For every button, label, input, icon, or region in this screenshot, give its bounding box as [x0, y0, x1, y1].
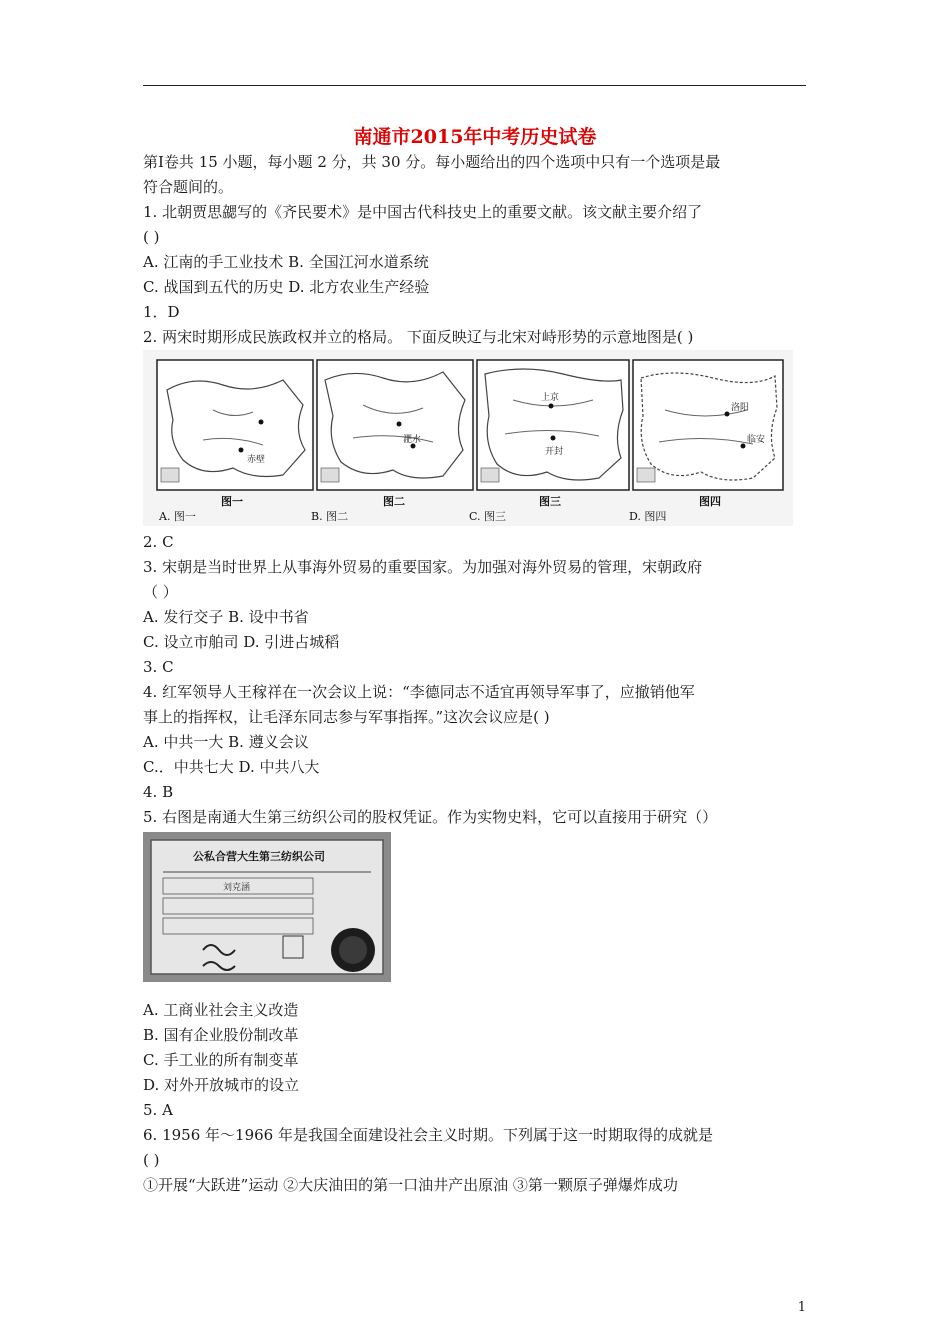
map-place-label: 开封	[545, 447, 564, 457]
share-certificate-image	[143, 832, 391, 982]
header-rule	[143, 85, 806, 86]
option-line: A. 江南的手工业技术 B. 全国江河水道系统	[143, 253, 429, 271]
question-line: ①开展“大跃进”运动 ②大庆油田的第一口油井产出原油 ③第一颗原子弹爆炸成功	[143, 1176, 678, 1194]
option-line: C. 战国到五代的历史 D. 北方农业生产经验	[143, 278, 430, 296]
map-choice-label: C. 图三	[469, 510, 507, 523]
option-line: B. 国有企业股份制改革	[143, 1026, 299, 1044]
question-line: （ ）	[143, 583, 178, 601]
page-title: 南通市2015年中考历史试卷	[353, 126, 597, 148]
option-line: A. 中共一大 B. 遵义会议	[143, 733, 309, 751]
map-panel-caption: 图四	[699, 495, 721, 508]
question-line: 5. 右图是南通大生第三纺织公司的股权凭证。作为实物史料，它可以直接用于研究（）	[143, 808, 718, 826]
map-figure-strip	[143, 350, 793, 526]
answer-line: 5. A	[143, 1101, 173, 1119]
map-choice-label: D. 图四	[629, 510, 667, 523]
question-line: 4. 红军领导人王稼祥在一次会议上说：“李德同志不适宜再领导军事了，应撤销他军	[143, 683, 695, 701]
certificate-heading: 公私合营大生第三纺织公司	[193, 850, 325, 863]
question-line: 6. 1956 年～1966 年是我国全面建设社会主义时期。下列属于这一时期取得的成就是	[143, 1126, 713, 1144]
answer-line: 2. C	[143, 533, 174, 551]
question-line: 事上的指挥权，让毛泽东同志参与军事指挥。”这次会议应是( )	[143, 708, 550, 726]
option-line: A. 发行交子 B. 设中书省	[143, 608, 309, 626]
page-number: 1	[797, 1300, 806, 1315]
map-place-label: 洛阳	[731, 403, 750, 413]
question-line: ( )	[143, 1151, 160, 1169]
option-line: C.．中共七大 D. 中共八大	[143, 758, 320, 776]
option-line: C. 手工业的所有制变革	[143, 1051, 299, 1069]
map-place-label: 淝水	[403, 435, 422, 445]
map-figure	[143, 350, 793, 526]
map-choice-label: A. 图一	[159, 510, 196, 523]
map-choice-label: B. 图二	[311, 510, 349, 523]
exam-content	[143, 150, 806, 1198]
option-line: C. 设立市舶司 D. 引进占城稻	[143, 633, 340, 651]
intro-line: 第Ⅰ卷共 15 小题，每小题 2 分，共 30 分。每小题给出的四个选项中只有一个选项是最	[143, 153, 721, 171]
option-line: D. 对外开放城市的设立	[143, 1076, 300, 1094]
intro-line: 符合题间的。	[143, 178, 234, 196]
map-place-label: 上京	[541, 393, 560, 403]
question-line: 1. 北朝贾思勰写的《齐民要术》是中国古代科技史上的重要文献。该文献主要介绍了	[143, 203, 703, 221]
question-line: 2. 两宋时期形成民族政权并立的格局。 下面反映辽与北宋对峙形势的示意地图是( )	[143, 328, 694, 346]
map-panel-caption: 图三	[539, 495, 561, 508]
map-panel-caption: 图一	[221, 495, 243, 508]
question-line: 3. 宋朝是当时世界上从事海外贸易的重要国家。为加强对海外贸易的管理，宋朝政府	[143, 558, 703, 576]
option-line: A. 工商业社会主义改造	[143, 1001, 299, 1019]
map-panel-caption: 图二	[383, 495, 405, 508]
share-certificate	[143, 832, 391, 982]
answer-line: 3. C	[143, 658, 174, 676]
map-place-label: 赤壁	[247, 455, 266, 465]
certificate-name: 刘克涵	[223, 883, 251, 893]
answer-line: 4. B	[143, 783, 174, 801]
question-line: ( )	[143, 228, 160, 246]
answer-line: 1．D	[143, 303, 180, 321]
map-place-label: 临安	[747, 435, 766, 445]
